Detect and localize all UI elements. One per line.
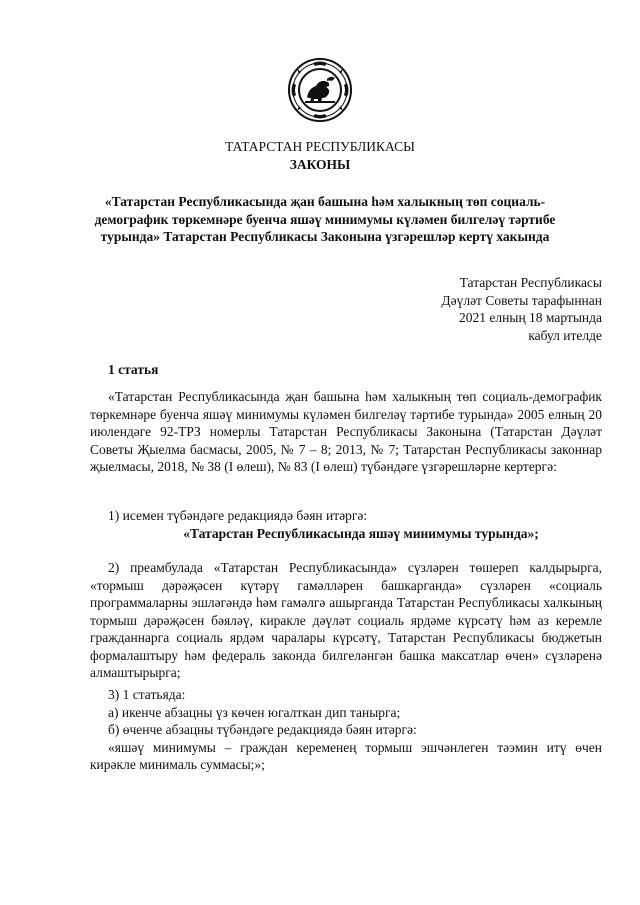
item-1-block [90,507,602,542]
item-3-block [90,686,602,774]
article-intro-paragraph: «Татарстан Республикасында җан башына һәм халыкның төп социаль-демографик төркемнәре буенча яшәү минимумы күләмен билгеләү тәртибе турында» 2005 елның 20 июлендәге 92-ТРЗ номерлы Татарстан Республикасы Законына (Татарстан Дәүләт Советы Җыелма басмасы, 2005, № 7 – 8; 2013, № 7; Татарстан Республикасы законнар җыелмасы, 2018, № 38 (I өлеш), № 83 (I өлеш) түбәндәге үзгәрешләрне кертергә: [90,389,602,474]
adoption-line-3: 2021 елның 18 мартында [459,310,602,325]
article-intro-block [90,388,602,476]
tatarstan-coat-of-arms-icon [287,57,353,123]
header-law: ЗАКОНЫ [289,157,351,172]
item-1-text: 1) исемен түбәндәге редакциядә бәян итәргә: [108,508,368,523]
adoption-line-4: кабул ителде [528,327,602,343]
document-title: «Татарстан Республикасында җан башына һәм халыкның төп социаль-демографик төркемнәре буенча яшәү минимумы күләмен билгеләү тәртибе турында» Татарстан Республикасы Законына үзгәрешләр кертү хакында [94,194,556,244]
item-3a-text: а) икенче абзацны үз көчен югалткан дип танырга; [108,704,401,720]
item-2-text: 2) преамбулада «Татарстан Республикасында» сүзләрен төшереп калдырырга, «тормыш дәрәҗәсен күтәрү гамәлләрен башкарганда» сүзләрен «социаль программаларны эшләгәндә һәм гамәлгә ашырганда Татарстан Республикасы халкының тормыш дәрәҗәсен бәяләү, киракле дәүләт социаль ярдәме күрсәтү һәм аз керемле гражданнарга социаль ярдәм чаралары күрсәтү, Татарстан Республикасы бюджетын формалаштыру һәм федераль законда билгеләнгән башка максатлар өчен» сүзләренә алмаштырырга; [90,560,602,680]
adoption-line-2: Дәүләт Советы тарафыннан [441,292,602,308]
item-2-block [90,559,602,682]
item-3b-text: б) өченче абзацны түбәндәге редакциядә бәян итәргә: [108,722,417,737]
adoption-block [441,274,602,344]
item-1-new-title: «Татарстан Республикасында яшәү минимумы турында»; [183,525,539,541]
item-3c-text: «яшәү минимумы – граждан кеременең тормыш эшчәнлеген тәэмин итү өчен кирәкле минималь суммасы;»; [90,739,602,772]
adoption-line-1: Татарстан Республикасы [459,275,602,290]
article-heading: 1 статья [108,362,159,377]
item-3-text: 3) 1 статьяда: [108,687,186,702]
header-republic: ТАТАРСТАН РЕСПУБЛИКАСЫ [225,139,415,154]
